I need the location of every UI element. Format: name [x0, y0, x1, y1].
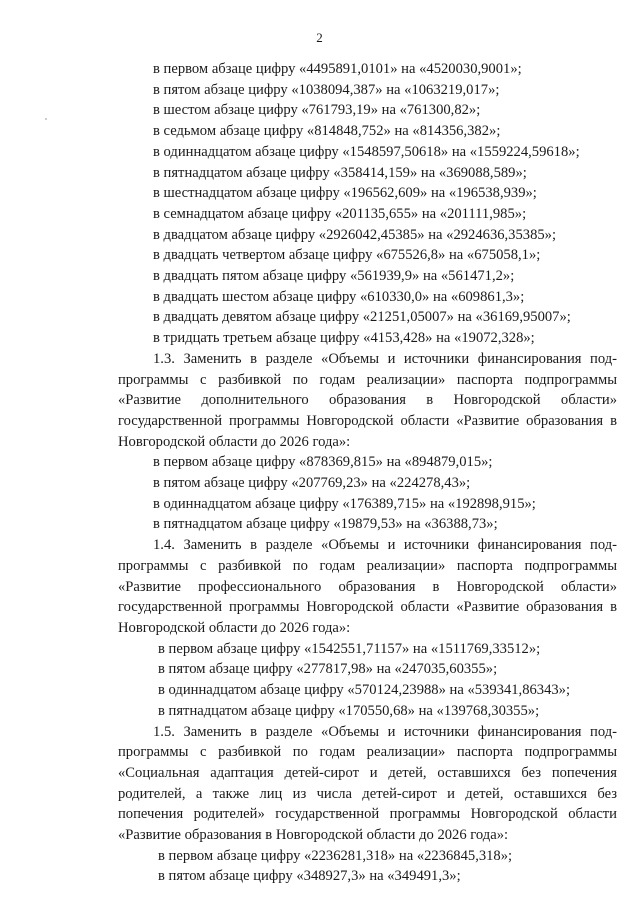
section-1-3	[118, 349, 617, 535]
amendment-item: в двадцатом абзаце цифру «2926042,45385» на «2924636,35385»;	[153, 226, 557, 243]
section-paragraph-line: государственной программы Новгородской области «Развитие образования в	[118, 412, 617, 429]
amendment-item: в первом абзаце цифру «4495891,0101» на «4520030,9001»;	[153, 61, 522, 77]
section-paragraph-line: 1.3. Заменить в разделе «Объемы и источники финансирования под-	[153, 350, 617, 367]
section-paragraph-line: «Социальная адаптация детей-сирот и детей, оставшихся без попечения	[118, 764, 617, 781]
amendment-item: в одиннадцатом абзаце цифру «570124,23988» на «539341,86343»;	[158, 682, 571, 699]
document-body	[118, 59, 617, 887]
section-paragraph-line: государственной программы Новгородской области «Развитие образования в	[118, 599, 617, 616]
section-1-4	[118, 535, 617, 721]
amendment-item: в пятнадцатом абзаце цифру «358414,159» на «369088,589»;	[153, 164, 527, 181]
section-paragraph-line: «Развитие профессионального образования в Новгородской области»	[118, 578, 617, 595]
section-paragraph-line: Новгородской области до 2026 года»:	[118, 433, 351, 450]
section-paragraph-line: 1.4. Заменить в разделе «Объемы и источники финансирования под-	[153, 537, 617, 554]
section-paragraph-line: программы с разбивкой по годам реализации» паспорта подпрограммы	[118, 371, 617, 388]
amendment-item: в одиннадцатом абзаце цифру «176389,715» на «192898,915»;	[153, 495, 536, 512]
section-paragraph-line: «Развитие образования в Новгородской области до 2026 года»:	[118, 827, 509, 844]
amendment-item: в пятнадцатом абзаце цифру «170550,68» на «139768,30355»;	[158, 702, 540, 719]
amendment-item: в пятом абзаце цифру «1038094,387» на «1063219,017»;	[153, 81, 500, 98]
amendment-item: в пятом абзаце цифру «207769,23» на «224278,43»;	[153, 475, 471, 492]
page-number: 2	[316, 30, 323, 45]
amendment-item: в двадцать шестом абзаце цифру «610330,0» на «609861,3»;	[153, 288, 525, 305]
amendment-item: в первом абзаце цифру «2236281,318» на «2236845,318»;	[158, 847, 513, 864]
amendment-item: в двадцать девятом абзаце цифру «21251,05007» на «36169,95007»;	[153, 309, 571, 326]
section-paragraph-line: родителей, а также лиц из числа детей-сирот и детей, оставшихся без	[118, 785, 617, 802]
amendment-item: в пятом абзаце цифру «348927,3» на «349491,3»;	[158, 868, 461, 885]
amendment-item: в семнадцатом абзаце цифру «201135,655» на «201111,985»;	[153, 205, 527, 222]
amendment-item: в седьмом абзаце цифру «814848,752» на «814356,382»;	[153, 123, 501, 140]
section-paragraph-line: программы с разбивкой по годам реализации» паспорта подпрограммы	[118, 744, 617, 761]
section-paragraph-line: попечения родителей» государственной программы Новгородской области	[118, 806, 617, 823]
section-paragraph-line: Новгородской области до 2026 года»:	[118, 619, 351, 636]
amendment-item: в первом абзаце цифру «878369,815» на «894879,015»;	[153, 454, 493, 471]
section-paragraph-line: «Развитие дополнительного образования в Новгородской области»	[118, 392, 617, 409]
amendment-item: в двадцать четвертом абзаце цифру «675526,8» на «675058,1»;	[153, 247, 541, 264]
scan-speck	[45, 118, 47, 120]
amendment-item: в пятом абзаце цифру «277817,98» на «247035,60355»;	[158, 661, 498, 678]
amendment-item: в пятнадцатом абзаце цифру «19879,53» на «36388,73»;	[153, 516, 498, 533]
amendment-item: в шестом абзаце цифру «761793,19» на «761300,82»;	[153, 102, 481, 119]
amendment-item: в первом абзаце цифру «1542551,71157» на «1511769,33512»;	[158, 640, 541, 657]
amendment-item: в тридцать третьем абзаце цифру «4153,428» на «19072,328»;	[153, 330, 535, 347]
amendment-list-1-2	[118, 59, 617, 349]
amendment-item: в двадцать пятом абзаце цифру «561939,9» на «561471,2»;	[153, 268, 515, 285]
section-paragraph-line: 1.5. Заменить в разделе «Объемы и источники финансирования под-	[153, 723, 617, 740]
section-paragraph-line: программы с разбивкой по годам реализации» паспорта подпрограммы	[118, 557, 617, 574]
section-1-5	[118, 722, 617, 888]
amendment-item: в одиннадцатом абзаце цифру «1548597,50618» на «1559224,59618»;	[153, 143, 580, 160]
amendment-item: в шестнадцатом абзаце цифру «196562,609» на «196538,939»;	[153, 185, 537, 202]
